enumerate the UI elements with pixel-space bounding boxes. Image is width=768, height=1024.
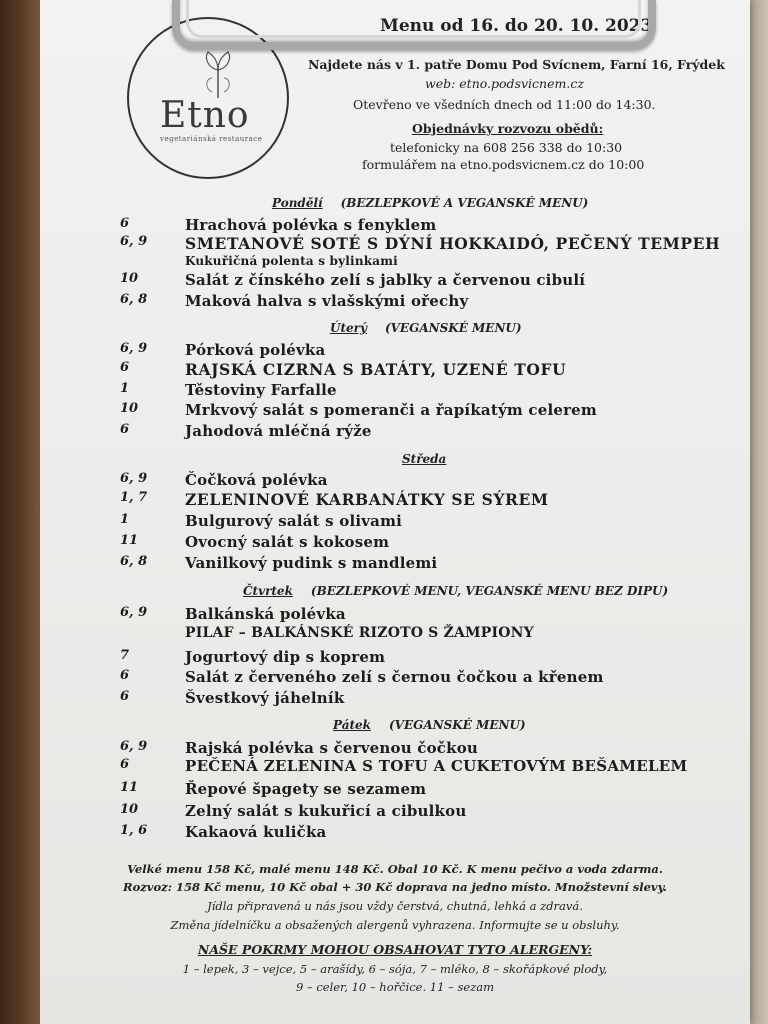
orders-form: formulářem na etno.podsvicnem.cz do 10:00 <box>362 157 645 172</box>
allergen-codes: 1, 7 <box>120 490 148 505</box>
dish-name: Řepové špagety se sezamem <box>185 780 427 798</box>
menu-item <box>40 823 750 845</box>
allergen-codes: 11 <box>120 533 139 548</box>
menu-item <box>40 292 750 314</box>
dish-name: Maková halva s vlašskými ořechy <box>185 292 469 310</box>
allergen-codes: 10 <box>120 271 139 286</box>
day-name: Pátek <box>333 718 371 732</box>
dish-name: Rajská polévka s červenou čočkou <box>185 739 479 757</box>
dish-name: Ovocný salát s kokosem <box>185 533 390 551</box>
allergen-codes: 6 <box>120 422 130 437</box>
menu-item <box>40 381 750 403</box>
menu-item <box>40 512 750 534</box>
dish-name: Jogurtový dip s koprem <box>185 648 386 666</box>
table-surface-left <box>0 0 40 1024</box>
menu-item <box>40 360 750 382</box>
day-note: (BEZLEPKOVÉ MENU, VEGANSKÉ MENU BEZ DIPU) <box>310 584 669 598</box>
menu-item <box>40 271 750 293</box>
freshness-note: Jídla připravená u nás jsou vždy čerstvá, chutná, lehká a zdravá. <box>207 899 583 913</box>
dish-name: Kukuřičná polenta s bylinkami <box>185 254 398 268</box>
day-note: (VEGANSKÉ MENU) <box>384 321 522 335</box>
dish-name: Mrkvový salát s pomeranči a řapíkatým celerem <box>185 401 598 419</box>
menu-item <box>40 401 750 423</box>
dish-name: Těstoviny Farfalle <box>185 381 337 399</box>
menu-item <box>40 757 750 779</box>
menu-item <box>40 533 750 555</box>
opening-hours: Otevřeno ve všedních dnech od 11:00 do 14:30. <box>353 97 656 112</box>
allergen-codes: 6, 8 <box>120 554 148 569</box>
dish-name: PEČENÁ ZELENINA S TOFU A CUKETOVÝM BEŠAMELEM <box>185 757 688 775</box>
day-name: Čtvrtek <box>243 584 293 598</box>
delivery-info: Rozvoz: 158 Kč menu, 10 Kč obal + 30 Kč doprava na jedno místo. Množstevní slevy. <box>123 880 667 894</box>
day-header-tuesday <box>330 321 522 335</box>
menu-item <box>40 780 750 802</box>
menu-item <box>40 689 750 711</box>
menu-date-range: Menu od 16. do 20. 10. 2023 <box>380 16 653 36</box>
clipboard-clip-inner <box>186 0 641 38</box>
address: Najdete nás v 1. patře Domu Pod Svícnem, Farní 16, Frýdek <box>308 57 725 72</box>
dish-name: RAJSKÁ CIZRNA S BATÁTY, UZENÉ TOFU <box>185 360 567 379</box>
allergen-codes: 6, 8 <box>120 292 148 307</box>
allergen-codes: 6, 9 <box>120 234 148 249</box>
dish-name: Vanilkový pudink s mandlemi <box>185 554 438 572</box>
dish-name: Švestkový jáhelník <box>185 689 345 707</box>
menu-item <box>40 490 750 512</box>
allergen-codes: 1 <box>120 381 130 396</box>
allergen-codes: 7 <box>120 648 130 663</box>
orders-title: Objednávky rozvozu obědů: <box>412 121 604 136</box>
website: web: etno.podsvicnem.cz <box>425 76 584 91</box>
allergen-codes: 6, 9 <box>120 605 148 620</box>
dish-name: Zelný salát s kukuřicí a cibulkou <box>185 802 467 820</box>
changes-note: Změna jídelníčku a obsažených alergenů vyhrazena. Informujte se u obsluhy. <box>170 918 620 932</box>
orders-phone: telefonicky na 608 256 338 do 10:30 <box>390 140 623 155</box>
dish-name: PILAF – BALKÁNSKÉ RIZOTO S ŽAMPIONY <box>185 625 534 641</box>
allergens-list-2: 9 – celer, 10 – hořčice. 11 – sezam <box>295 980 495 994</box>
allergen-codes: 6 <box>120 757 130 772</box>
allergen-codes: 6, 9 <box>120 341 148 356</box>
menu-item <box>40 668 750 690</box>
dish-name: ZELENINOVÉ KARBANÁTKY SE SÝREM <box>185 490 549 509</box>
allergen-codes: 6 <box>120 216 130 231</box>
dish-name: SMETANOVÉ SOTÉ S DÝNÍ HOKKAIDÓ, PEČENÝ TEMPEH <box>185 234 721 253</box>
dish-name: Bulgurový salát s olivami <box>185 512 403 530</box>
menu-item <box>40 605 750 627</box>
allergen-codes: 6 <box>120 360 130 375</box>
day-note: (BEZLEPKOVÉ A VEGANSKÉ MENU) <box>340 196 589 210</box>
dish-name: Balkánská polévka <box>185 605 346 623</box>
dish-name: Čočková polévka <box>185 471 328 489</box>
menu-item <box>40 554 750 576</box>
dish-name: Hrachová polévka s fenyklem <box>185 216 437 234</box>
logo-subtitle: vegetariánská restaurace <box>160 135 263 143</box>
dish-name: Kakaová kulička <box>185 823 327 841</box>
dish-name: Salát z červeného zelí s černou čočkou a křenem <box>185 668 604 686</box>
day-name: Úterý <box>330 321 367 335</box>
allergen-codes: 11 <box>120 780 139 795</box>
dish-name: Salát z čínského zelí s jablky a červenou cibulí <box>185 271 586 289</box>
menu-item <box>40 234 750 256</box>
price-info: Velké menu 158 Kč, malé menu 148 Kč. Obal 10 Kč. K menu pečivo a voda zdarma. <box>127 862 663 876</box>
day-name: Středa <box>402 452 447 466</box>
day-note: (VEGANSKÉ MENU) <box>388 718 526 732</box>
menu-item <box>40 625 750 647</box>
allergens-heading: NAŠE POKRMY MOHOU OBSAHOVAT TYTO ALERGENY: <box>197 942 593 957</box>
allergen-codes: 1, 6 <box>120 823 148 838</box>
allergen-codes: 6, 9 <box>120 739 148 754</box>
sprout-icon <box>198 48 238 98</box>
allergen-codes: 6 <box>120 689 130 704</box>
day-header-monday <box>272 196 588 210</box>
day-header-wednesday <box>402 452 446 466</box>
menu-item <box>40 648 750 670</box>
menu-item <box>40 802 750 824</box>
allergen-codes: 1 <box>120 512 130 527</box>
logo-wordmark: Etno <box>160 95 250 136</box>
dish-name: Jahodová mléčná rýže <box>185 422 372 440</box>
day-header-friday <box>333 718 526 732</box>
day-header-thursday <box>243 584 668 598</box>
day-name: Pondělí <box>272 196 323 210</box>
menu-item <box>40 422 750 444</box>
dish-name: Pórková polévka <box>185 341 326 359</box>
allergen-codes: 10 <box>120 802 139 817</box>
allergen-codes: 10 <box>120 401 139 416</box>
allergen-codes: 6, 9 <box>120 471 148 486</box>
allergens-list-1: 1 – lepek, 3 – vejce, 5 – arašídy, 6 – sója, 7 – mléko, 8 – skořápkové plody, <box>182 962 608 976</box>
allergen-codes: 6 <box>120 668 130 683</box>
